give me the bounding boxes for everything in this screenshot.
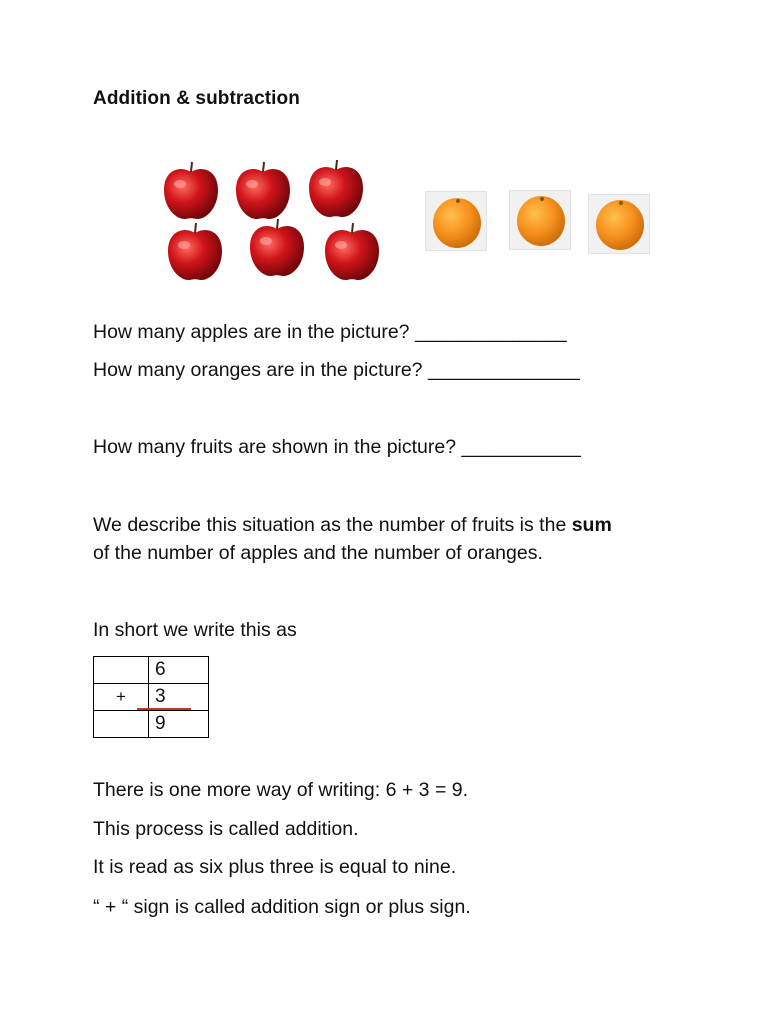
question-fruits [93,433,581,461]
orange-icon [588,194,650,254]
operator-cell [94,657,149,684]
apple-icon [232,160,294,222]
question-oranges-text: How many oranges are in the picture? [93,359,423,381]
orange-icon [509,190,571,250]
apple-icon [305,158,367,220]
note-line: There is one more way of writing: 6 + 3 = 9. [93,779,469,801]
table-row [94,711,209,738]
apple-icon [321,221,383,283]
table-row [94,657,209,684]
value-cell [149,684,209,711]
page-title: Addition & subtraction [93,88,300,109]
answer-blank: ___________ [461,436,581,458]
value-cell: 9 [149,711,209,738]
note-line: It is read as six plus three is equal to nine. [93,856,457,878]
value-text: 3 [155,686,166,707]
explanation-line-1 [93,511,612,539]
note-line: “ + “ sign is called addition sign or plus sign. [93,896,471,918]
operator-cell [94,711,149,738]
sum-term: sum [571,514,612,536]
question-fruits-text: How many fruits are shown in the picture? [93,436,457,458]
apple-icon [160,160,222,222]
explanation-text: We describe this situation as the number of fruits is the [93,514,572,536]
value-cell: 6 [149,657,209,684]
operator-cell: + [94,684,149,711]
answer-blank: ______________ [414,321,567,343]
question-apples-text: How many apples are in the picture? [93,321,410,343]
note-line: This process is called addition. [93,818,359,840]
question-oranges [93,356,580,384]
apple-icon [164,221,226,283]
explanation-line-2: of the number of apples and the number of oranges. [93,542,543,564]
answer-blank: ______________ [427,359,580,381]
short-write-text: In short we write this as [93,619,297,641]
table-row [94,684,209,711]
addition-table [93,656,209,738]
apple-icon [246,217,308,279]
orange-icon [425,191,487,251]
question-apples [93,318,567,346]
